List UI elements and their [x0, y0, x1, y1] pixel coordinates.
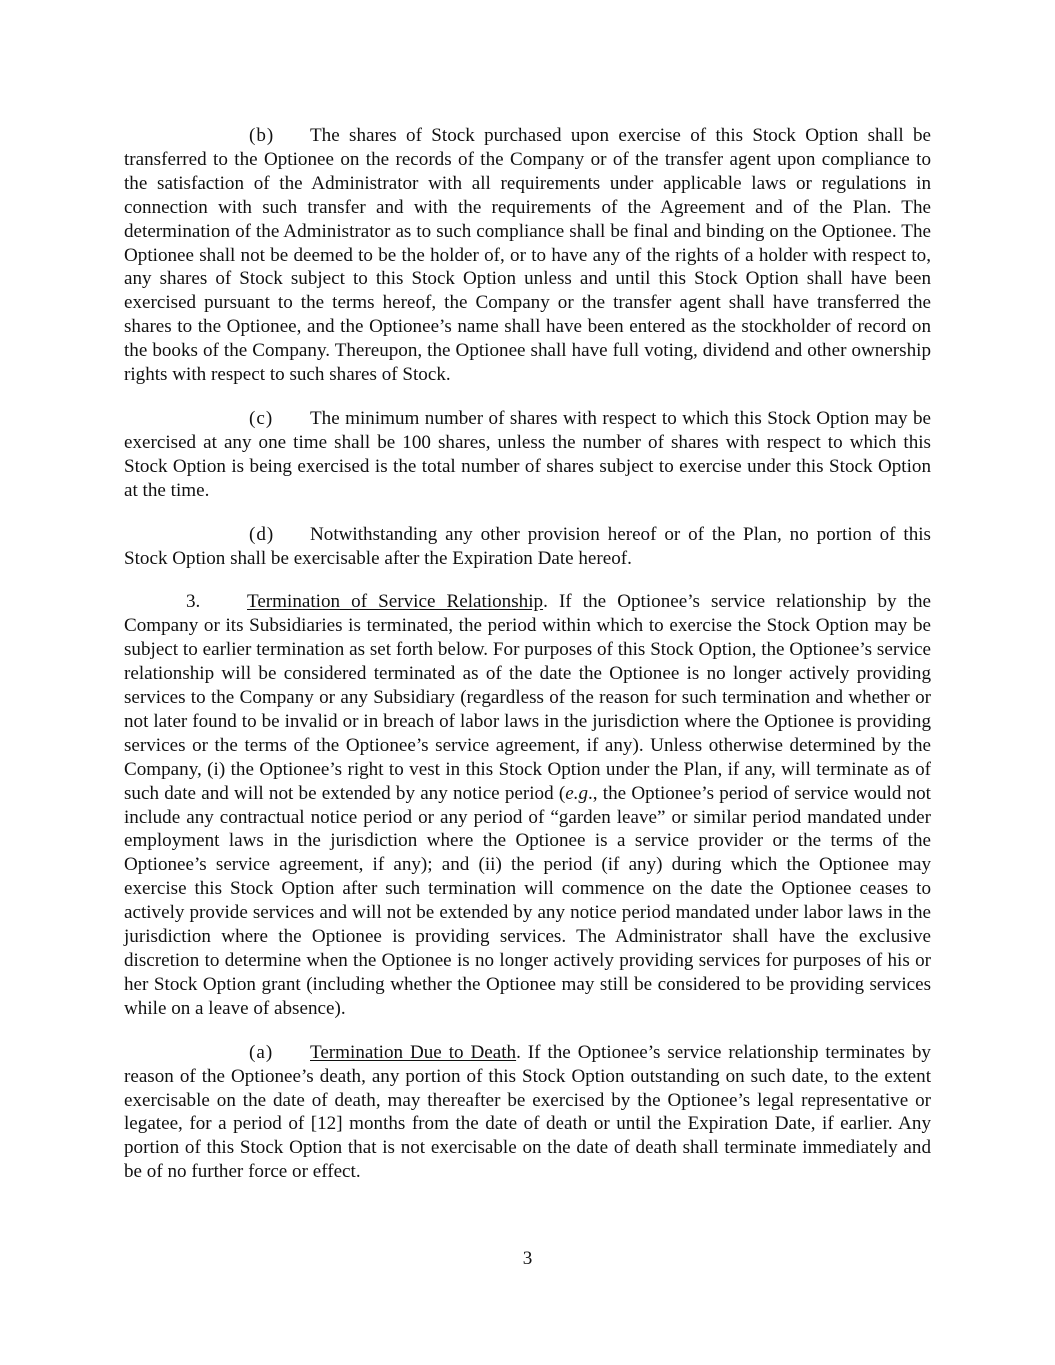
- paragraph-d: [124, 523, 931, 571]
- section-3-number: 3.: [186, 591, 201, 613]
- paragraph-d-text: Notwithstanding any other provision hereof or of the Plan, no portion of this Stock Option shall be exercisable after the Expiration Date hereof.: [124, 523, 931, 569]
- paragraph-b: [124, 124, 931, 387]
- paragraph-c: [124, 407, 931, 503]
- section-3-heading: Termination of Service Relationship: [247, 591, 544, 613]
- paragraph-a-text: . If the Optionee’s service relationship terminates by reason of the Optionee’s death, any portion of this Stock Option outstanding on such date, to the extent exercisable on the date of death, may thereafter be exercised by the Optionee’s legal representative or legatee, for a period of [12] months from the date of death or until the Expiration Date, if earlier. Any portion of this Stock Option that is not exercisable on the date of death shall terminate immediately and be of no further force or effect.: [124, 1041, 931, 1183]
- document-page: [124, 124, 931, 1204]
- section-3: [124, 590, 931, 1020]
- paragraph-marker-c: (c): [249, 407, 274, 429]
- paragraph-marker-a: (a): [249, 1041, 274, 1063]
- paragraph-marker-d: (d): [249, 523, 275, 545]
- paragraph-b-text: The shares of Stock purchased upon exercise of this Stock Option shall be transferred to the Optionee on the records of the Company or of the transfer agent upon compliance to the satisfaction of the Administrator with all requirements under applicable laws or regulations in connection with such transfer and with the requirements of the Agreement and of the Plan. The determination of the Administrator as to such compliance shall be final and binding on the Optionee. The Optionee shall not be deemed to be the holder of, or to have any of the rights of a holder with respect to, any shares of Stock subject to this Stock Option unless and until this Stock Option shall have been exercised pursuant to the terms hereof, the Company or the transfer agent shall have transferred the shares to the Optionee, and the Optionee’s name shall have been entered as the stockholder of record on the books of the Company. Thereupon, the Optionee shall have full voting, dividend and other ownership rights with respect to such shares of Stock.: [124, 125, 931, 386]
- paragraph-marker-b: (b): [249, 125, 275, 146]
- section-3-eg-italic: e.g: [565, 782, 589, 804]
- page-number: 3: [522, 1248, 533, 1269]
- section-3-text-part-1: . If the Optionee’s service relationship by the Company or its Subsidiaries is terminated, the period within which to exercise the Stock Option may be subject to earlier termination as set forth below. For purposes of this Stock Option, the Optionee’s service relationship will be considered terminated as of the date the Optionee is no longer actively providing services to the Company or any Subsidiary (regardless of the reason for such termination and whether or not later found to be invalid or in breach of labor laws in the jurisdiction where the Optionee is providing services or the terms of the Optionee’s service agreement, if any). Unless otherwise determined by the Company, (i) the Optionee’s right to vest in this Stock Option under the Plan, if any, will terminate as of such date and will not be extended by any notice period (: [124, 591, 931, 804]
- section-3-text-part-2: ., the Optionee’s period of service would not include any contractual notice period or any period of “garden leave” or similar period mandated under employment laws in the jurisdiction where the Optionee is a service provider or the terms of the Optionee’s service agreement, if any); and (ii) the period (if any) during which the Optionee may exercise this Stock Option after such termination will commence on the date the Optionee ceases to actively provide services and will not be extended by any notice period mandated under labor laws in the jurisdiction where the Optionee is providing services. The Administrator shall have the exclusive discretion to determine when the Optionee is no longer actively providing services for purposes of his or her Stock Option grant (including whether the Optionee may still be considered to be providing services while on a leave of absence).: [124, 782, 931, 1019]
- paragraph-a-death: [124, 1041, 931, 1184]
- paragraph-a-heading: Termination Due to Death: [310, 1041, 517, 1063]
- paragraph-c-text: The minimum number of shares with respect to which this Stock Option may be exercised at any one time shall be 100 shares, unless the number of shares with respect to which this Stock Option is being exercised is the total number of shares subject to exercise under this Stock Option at the time.: [124, 407, 931, 501]
